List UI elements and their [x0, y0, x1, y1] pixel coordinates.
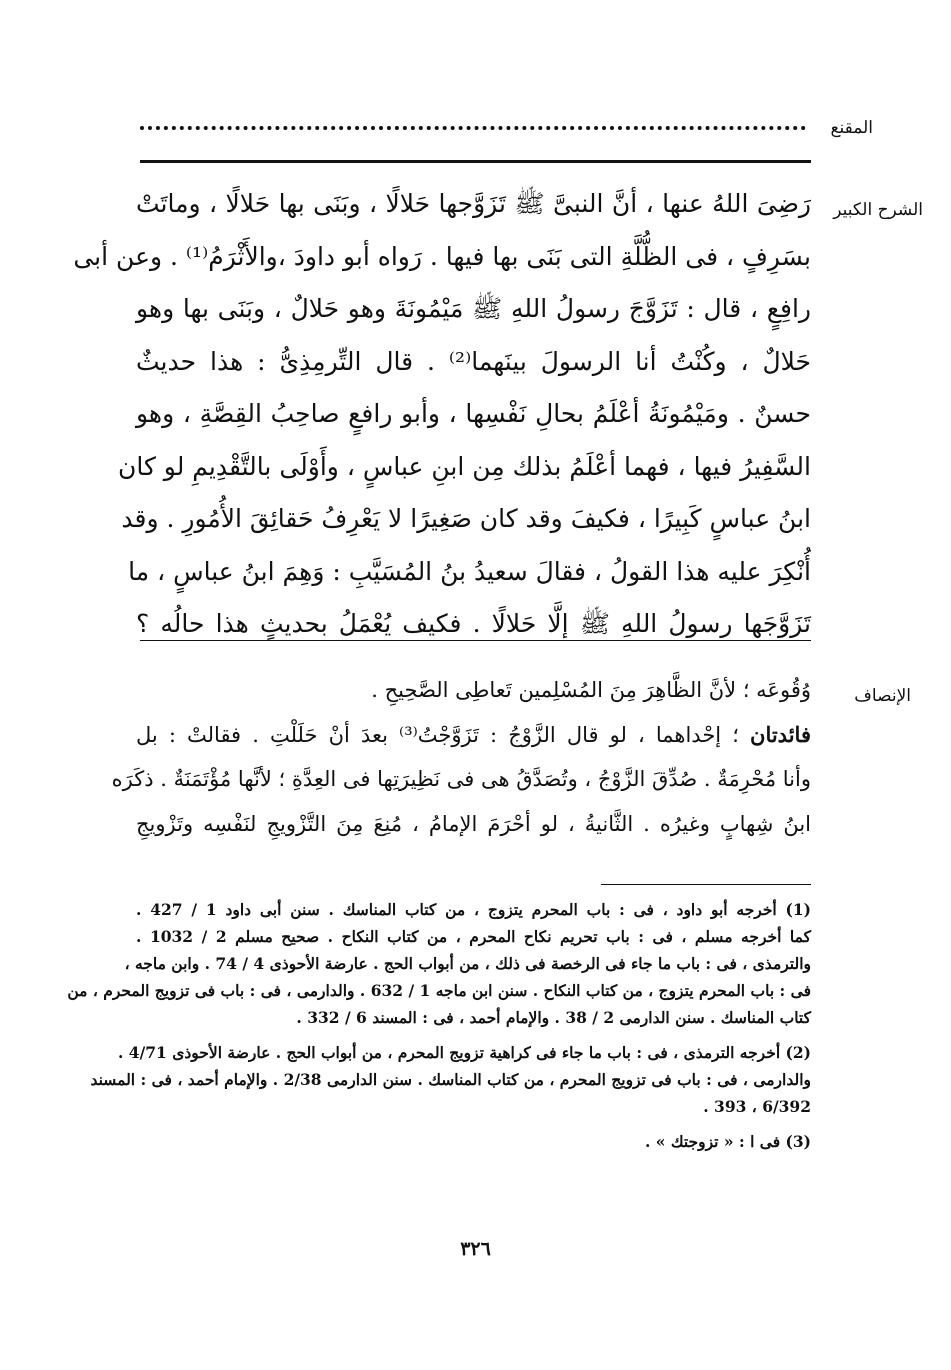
- footnote-2-line: (2) أخرجه الترمذى ، فى : باب ما جاء فى كراهية تزويج المحرم ، من أبواب الحج . عارضة الأحوذى 4/71 .: [118, 1043, 811, 1062]
- footnotes-block: [67, 896, 811, 1155]
- footnote-1-line: كتاب المناسك . سنن الدارمى 2 / 38 . والإمام أحمد ، فى : المسند 6 / 332 .: [296, 1008, 811, 1027]
- insaf-text-block: [111, 668, 811, 846]
- section-divider: [140, 640, 811, 641]
- insaf-line: [136, 713, 811, 758]
- sharh-line: أُنْكِرَ عليه هذا القولُ ، فقالَ سعيدُ بنُ المُسَيَّبِ : وَهِمَ ابنُ عباسٍ ، ما: [128, 556, 811, 586]
- sharh-line: بسَرِفٍ ، فى الظُّلَّةِ التى بَنَى بها فيها . رَواه أبو داودَ ،والأَثْرَمُ⁽¹⁾ . وعن أبى: [73, 241, 811, 271]
- book-title: المقنع: [830, 118, 873, 138]
- footnote-2-line: 6/392 ، 393 .: [703, 1097, 811, 1116]
- footnote-2-line: والدارمى ، فى : باب فى تزويج المحرم ، من كتاب المناسك . سنن الدارمى 2/38 . والإمام أحمد ، فى : المسند: [90, 1070, 811, 1089]
- footnote-gap: [136, 1031, 811, 1039]
- faidatan-heading: فائدتان: [750, 721, 811, 747]
- footnote-3-line: (3) فى ا : « تزوجتك » .: [644, 1132, 811, 1151]
- sharh-line: رافِعٍ ، قال : تَزَوَّجَ رسولُ اللهِ ﷺ مَيْمُونَةَ وهو حَلالٌ ، وبَنَى بها وهو: [136, 294, 811, 323]
- footnote-1-line: (1) أخرجه أبو داود ، فى : باب المحرم يتزوج ، من كتاب المناسك . سنن أبى داود 1 / 427 .: [136, 900, 811, 919]
- page-number: ٣٢٦: [460, 1238, 491, 1260]
- sharh-text-block: [73, 178, 811, 651]
- footnote-1-line: والترمذى ، فى : باب ما جاء فى الرخصة فى ذلك ، من أبواب الحج . عارضة الأحوذى 4 / 74 . وابن ماجه ،: [124, 954, 811, 973]
- insaf-line: وأنا مُحْرِمَةٌ . صُدِّقَ الزَّوْجُ ، وتُصَدَّقُ هى فى نَظِيرَتِها فى العِدَّةِ ؛ لأنَّها مُؤْتَمَنَةٌ . ذكَرَه: [111, 767, 811, 791]
- sharh-line: السَّفِيرُ فيها ، فهما أعْلَمُ بذلك مِن ابنِ عباسٍ ، وأَوْلَى بالتَّقْدِيمِ لو كان: [117, 451, 811, 481]
- footnote-1-line: فى : باب المحرم يتزوج ، من كتاب النكاح . سنن ابن ماجه 1 / 632 . والدارمى ، فى : باب فى تزويج المحرم ، من: [67, 981, 811, 1000]
- header-rule: [140, 160, 811, 163]
- insaf-line-text: ؛ إحْداهما ، لو قال الزَّوْجُ : تَزَوَّجْتُ⁽³⁾ بعدَ أنْ حَلَلْتِ . فقالتْ : بل: [136, 722, 751, 747]
- sharh-line: تَزَوَّجَها رسولُ اللهِ ﷺ إلَّا حَلالًا . فكيف يُعْمَلُ بحديثٍ هذا حالُه ؟: [136, 609, 811, 638]
- sharh-line: رَضِىَ اللهُ عنها ، أنَّ النبىَّ ﷺ تَزَوَّجها حَلالًا ، وبَنَى بها حَلالًا ، وماتَتْ: [136, 189, 811, 218]
- header-dotted-line: [140, 126, 806, 130]
- footnote-1-line: كما أخرجه مسلم ، فى : باب تحريم نكاح المحرم ، من كتاب النكاح . صحيح مسلم 2 / 1032 .: [136, 927, 811, 946]
- sharh-line: ابنُ عباسٍ كَبِيرًا ، فكيفَ وقد كان صَغِيرًا لا يَعْرِفُ حَقائِقَ الأُمُورِ . وقد: [121, 504, 811, 533]
- sharh-margin-label: الشرح الكبير: [833, 200, 923, 220]
- sharh-line: حسنٌ . ومَيْمُونَةُ أعْلَمُ بحالِ نَفْسِها ، وأبو رافعٍ صاحِبُ القِصَّةِ ، وهو: [136, 399, 811, 428]
- insaf-line: ابنُ شِهابٍ وغيرُه . الثَّانيةُ ، لو أحْرَمَ الإمامُ ، مُنِعَ مِنَ التَّزْويجِ لنَفْسِه وتَزْويجِ: [136, 811, 811, 836]
- sharh-line: حَلالٌ ، وكُنْتُ أنا الرسولَ بينَهما⁽²⁾ . قال التِّرمِذِىُّ : هذا حديثٌ: [136, 346, 811, 376]
- footnote-gap: [136, 1120, 811, 1128]
- insaf-line: وُقُوعَه ؛ لأنَّ الظَّاهِرَ مِنَ المُسْلِمين تَعاطِى الصَّحِيحِ .: [371, 678, 811, 702]
- footnote-rule: [601, 884, 811, 885]
- insaf-margin-label: الإنصاف: [854, 686, 911, 706]
